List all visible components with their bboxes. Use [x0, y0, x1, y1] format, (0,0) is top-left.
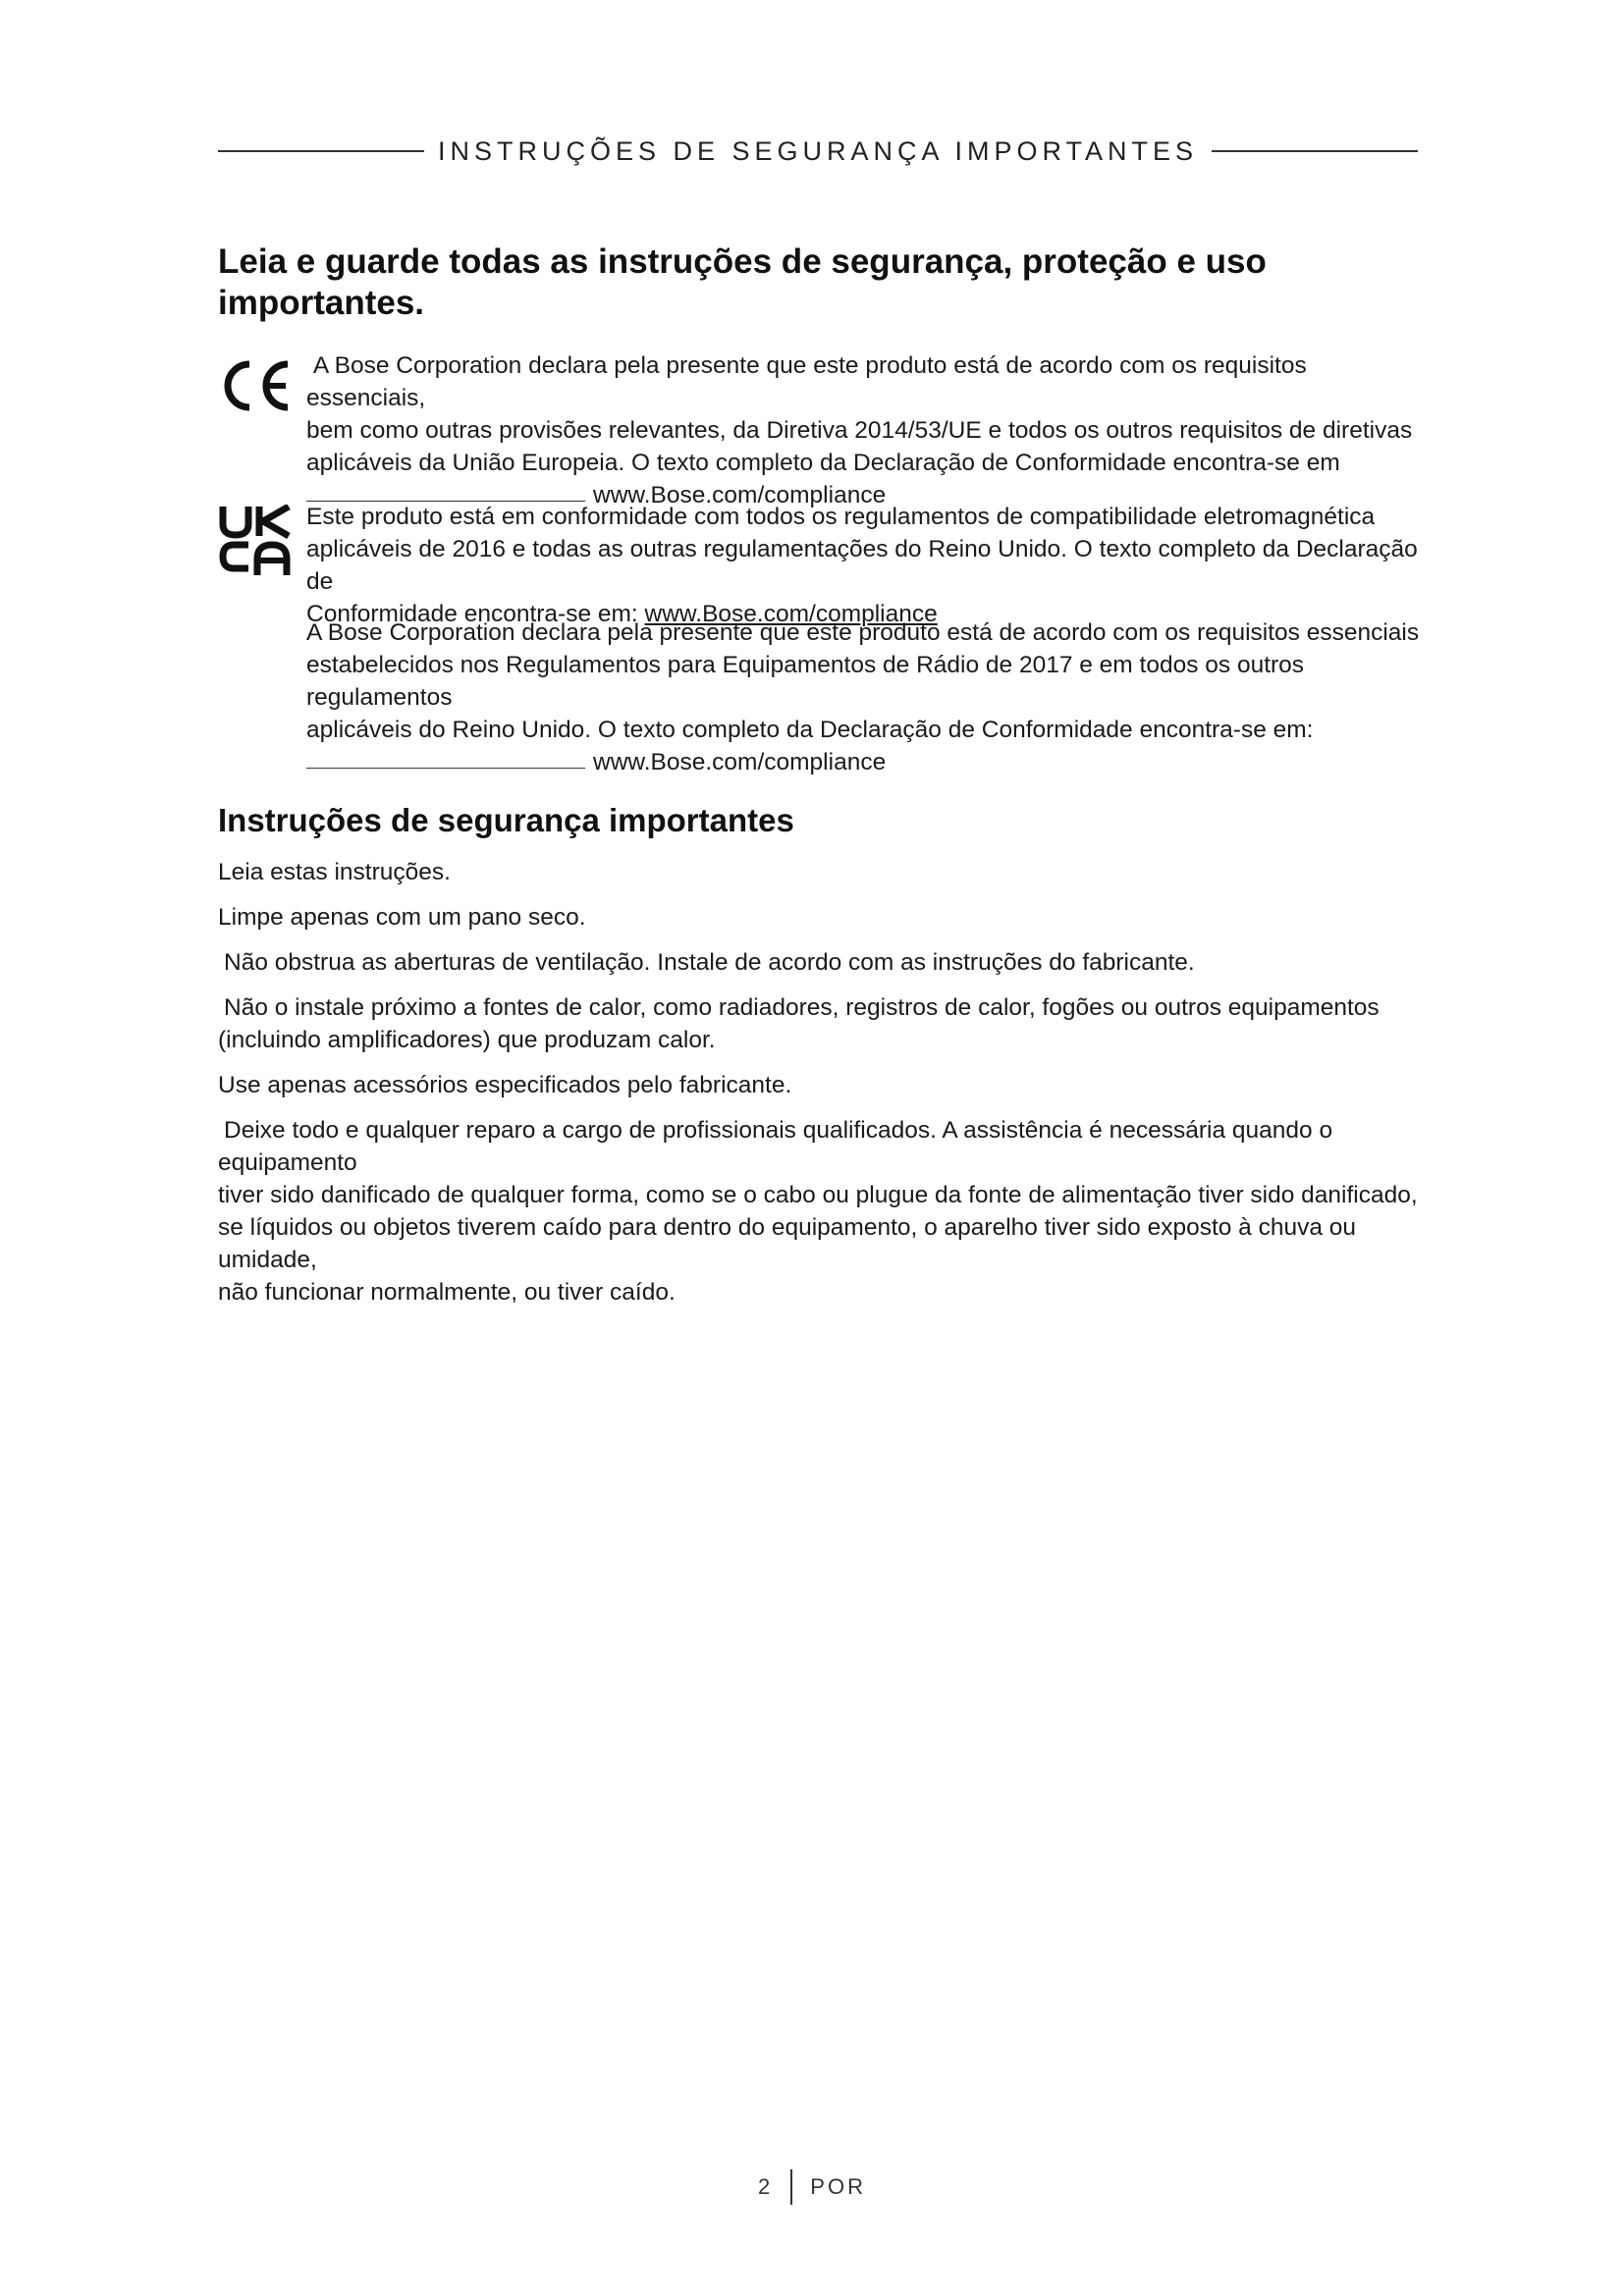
instruction-line: Deixe todo e qualquer reparo a cargo de profissionais qualificados. A assistência é necessária quando o equipamento — [218, 1117, 1333, 1176]
list-item — [218, 991, 1428, 1056]
ukca-line-1: Este produto está em conformidade com todos os regulamentos de compatibilidade eletromagnética — [306, 504, 1376, 530]
instruction-line: (incluindo amplificadores) que produzam calor. — [218, 1027, 716, 1053]
instruction-line: Limpe apenas com um pano seco. — [218, 904, 586, 931]
main-heading: Leia e guarde todas as instruções de segurança, proteção e uso importantes. — [218, 242, 1267, 322]
instruction-line: Use apenas acessórios especificados pelo fabricante. — [218, 1072, 792, 1098]
ukca-radio-blank-line — [306, 767, 585, 769]
instruction-line: Não o instale próximo a fontes de calor, como radiadores, registros de calor, fogões ou outros equipamentos — [224, 994, 1380, 1021]
ce-line-3: aplicáveis da União Europeia. O texto completo da Declaração de Conformidade encontra-se em — [306, 450, 1340, 476]
page-number: 2 — [758, 2174, 774, 2199]
header-rule-left — [218, 150, 424, 152]
instruction-line: se líquidos ou objetos tiverem caído para dentro do equipamento, o aparelho tiver sido exposto à chuva ou umidade, — [218, 1214, 1357, 1273]
ukca-line-2: aplicáveis de 2016 e todas as outras regulamentações do Reino Unido. O texto completo da Declaração de — [306, 536, 1418, 595]
ce-line-1: A Bose Corporation declara pela presente que este produto está de acordo com os requisitos essenciais, — [306, 352, 1307, 411]
instruction-line: tiver sido danificado de qualquer forma, como se o cabo ou plugue da fonte de alimentação tiver sido danificado, — [218, 1182, 1418, 1208]
ukca-radio-line-3: aplicáveis do Reino Unido. O texto completo da Declaração de Conformidade encontra-se em: — [306, 717, 1314, 743]
ukca-radio-compliance-link[interactable]: www.Bose.com/compliance — [593, 749, 887, 775]
ukca-radio-line-1: A Bose Corporation declara pela presente que este produto está de acordo com os requisitos essenciais — [306, 619, 1420, 646]
instruction-line: Não obstrua as aberturas de ventilação. Instale de acordo com as instruções do fabricante. — [224, 949, 1195, 976]
safety-heading: Instruções de segurança importantes — [218, 802, 794, 838]
page-footer — [0, 2167, 1624, 2207]
list-item — [218, 856, 1428, 888]
ce-mark-icon — [218, 357, 293, 414]
instruction-line: não funcionar normalmente, ou tiver caído. — [218, 1279, 676, 1306]
list-item — [218, 946, 1428, 979]
footer-divider — [790, 2169, 792, 2205]
ukca-declaration — [306, 501, 1426, 630]
list-item — [218, 901, 1428, 934]
language-code: POR — [810, 2174, 866, 2199]
ukca-mark-icon — [218, 505, 291, 575]
list-item — [218, 1069, 1428, 1101]
header-rule-right — [1212, 150, 1418, 152]
page-header — [218, 132, 1418, 171]
ce-line-2: bem como outras provisões relevantes, da Diretiva 2014/53/UE e todos os outros requisitos de diretivas — [306, 417, 1413, 444]
ukca-radio-declaration — [306, 616, 1426, 778]
header-title: INSTRUÇÕES DE SEGURANÇA IMPORTANTES — [437, 135, 1199, 166]
instruction-line: Leia estas instruções. — [218, 859, 451, 885]
ukca-line-3: Conformidade encontra-se em: — [306, 601, 638, 627]
list-item — [218, 1114, 1428, 1308]
ukca-radio-line-2: estabelecidos nos Regulamentos para Equipamentos de Rádio de 2017 e em todos os outros regulamentos — [306, 652, 1305, 711]
ce-compliance-link[interactable]: www.Bose.com/compliance — [593, 482, 887, 508]
safety-instructions-list — [218, 856, 1428, 1321]
ukca-compliance-link[interactable]: www.Bose.com/compliance — [644, 601, 938, 627]
ce-declaration — [306, 349, 1426, 511]
